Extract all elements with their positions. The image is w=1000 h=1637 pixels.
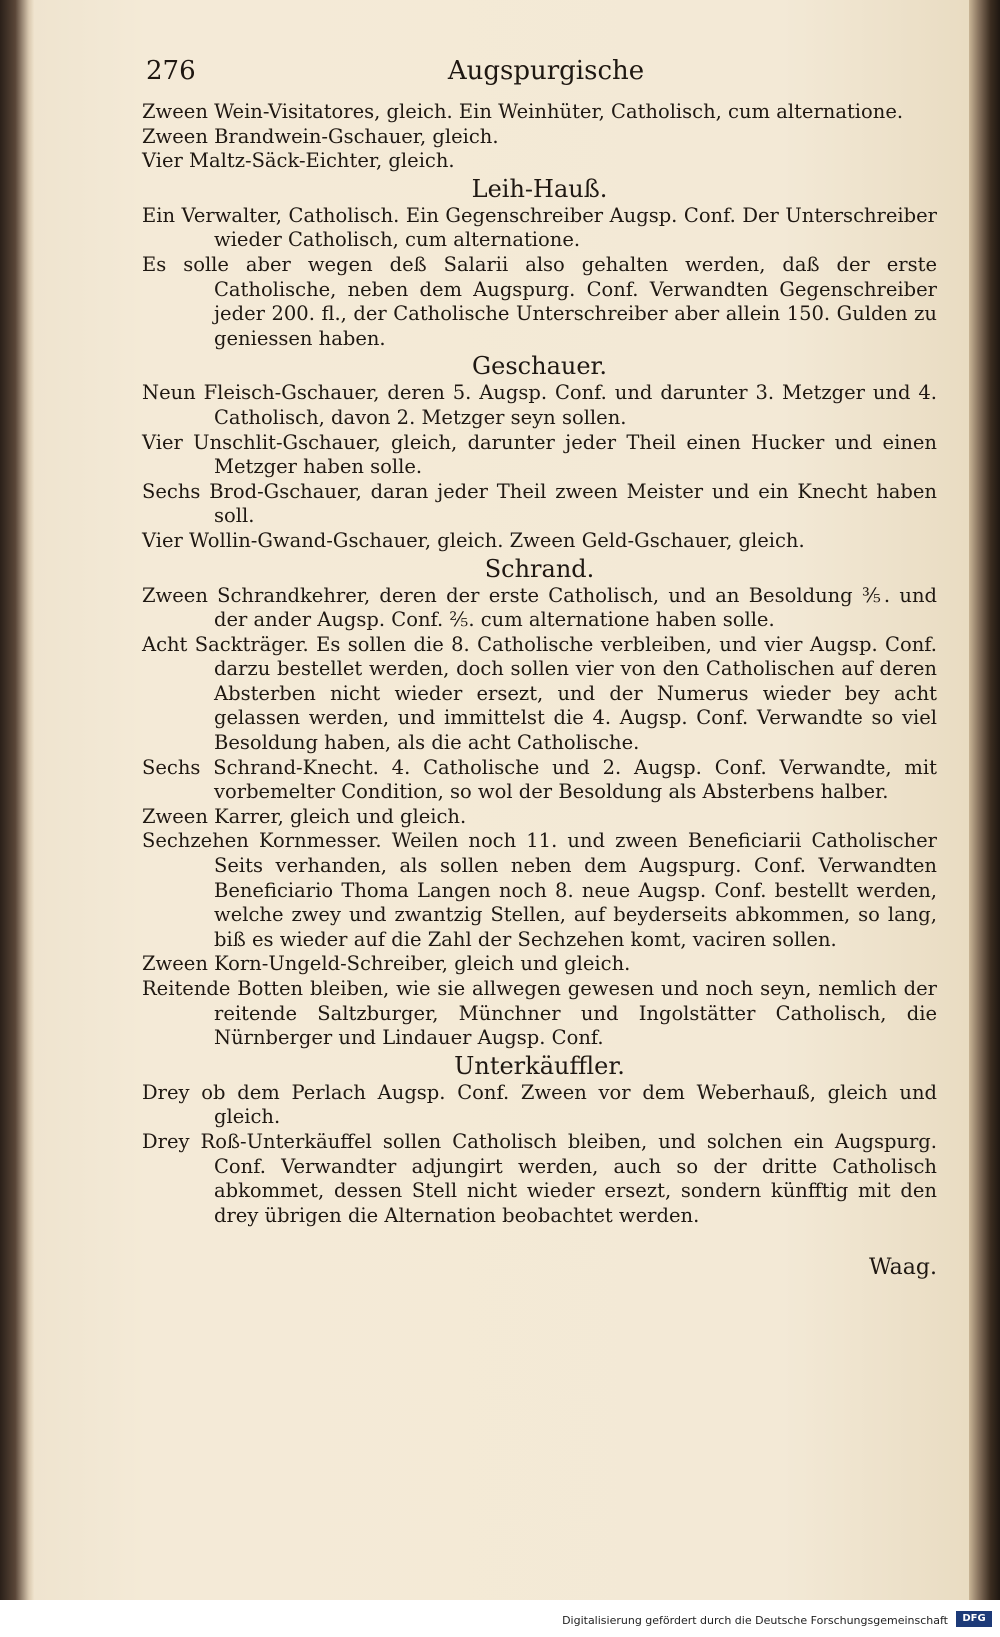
book-page: [34, 0, 969, 1600]
entry-kornmesser: Sechzehen Kornmesser. Weilen noch 11. und zween Beneficiarii Catholischer Seits verhanden, als sollen neben dem Augspurg. Conf. Verwandten Beneficiario Thoma Langen noch 8. neue Augsp. Conf. bestellt werden, welche zwey und zwantzig Stellen, auf beyderseits abkommen, so lang, biß es wieder auf die Zahl der Sechzehen komt, vaciren sollen.: [142, 829, 937, 951]
book-gutter-edge: [0, 0, 34, 1637]
footer-credit: Digitalisierung gefördert durch die Deutsche Forschungsgemeinschaft: [562, 1614, 948, 1627]
page-body: [142, 100, 937, 1281]
entry-unschlit-gschauer: Vier Unschlit-Gschauer, gleich, darunter jeder Theil einen Hucker und einen Metzger haben solle.: [142, 430, 937, 479]
heading-unterkaeuffler: Unterkäuffler.: [454, 1051, 625, 1080]
heading-schrand: Schrand.: [484, 554, 595, 583]
catchword: Waag.: [868, 1255, 937, 1281]
entry-korn-ungeld-schreiber: Zween Korn-Ungeld-Schreiber, gleich und gleich.: [142, 952, 631, 976]
entry-ross-unterkaeuffel: Drey Roß-Unterkäuffel sollen Catholisch bleiben, und solchen ein Augspurg. Conf. Verwandter adjungirt werden, auch so der dritte Catholisch abkommet, dessen Stell nicht wieder ersezt, sondern künfftig mit den drey übrigen die Alternation beobachtet werden.: [142, 1129, 937, 1227]
heading-geschauer: Geschauer.: [471, 352, 608, 381]
digitization-footer: [0, 1600, 1000, 1637]
entry-karrer: Zween Karrer, gleich und gleich.: [142, 804, 467, 828]
entry-brod-gschauer: Sechs Brod-Gschauer, daran jeder Theil zween Meister und ein Knecht haben soll.: [142, 479, 937, 528]
entry-reitende-botten: Reitende Botten bleiben, wie sie allwegen gewesen und noch seyn, nemlich der reitende Saltzburger, Münchner und Ingolstätter Catholisch, die Nürnberger und Lindauer Augsp. Conf.: [142, 977, 937, 1050]
entry-brandwein-gschauer: Zween Brandwein-Gschauer, gleich.: [142, 124, 499, 148]
page-header: [146, 56, 946, 96]
dfg-logo-icon: DFG: [956, 1611, 992, 1627]
entry-maltz-saeck-eichter: Vier Maltz-Säck-Eichter, gleich.: [142, 149, 455, 173]
running-title: Augspurgische: [447, 56, 645, 86]
entry-wein-visitatores: Zween Wein-Visitatores, gleich. Ein Weinhüter, Catholisch, cum alternatione.: [142, 100, 904, 123]
heading-leih-hauss: Leih-Hauß.: [471, 174, 608, 203]
page-number: 276: [146, 56, 196, 86]
entry-fleisch-gschauer: Neun Fleisch-Gschauer, deren 5. Augsp. Conf. und darunter 3. Metzger und 4. Catholisch, davon 2. Metzger seyn sollen.: [142, 381, 937, 429]
entry-schrandkehrer: Zween Schrandkehrer, deren der erste Catholisch, und an Besoldung ⅗. und der ander Augsp. Conf. ⅖. cum alternatione haben solle.: [142, 583, 937, 632]
entry-salarii: Es solle aber wegen deß Salarii also gehalten werden, daß der erste Catholische, neben dem Augspurg. Conf. Verwandten Gegenschreiber jeder 200. fl., der Catholische Unterschreiber aber allein 150. Gulden zu geniessen haben.: [142, 252, 937, 350]
entry-wollin-gwand-gschauer: Vier Wollin-Gwand-Gschauer, gleich. Zween Geld-Gschauer, gleich.: [142, 528, 805, 552]
entry-perlach: Drey ob dem Perlach Augsp. Conf. Zween vor dem Weberhauß, gleich und gleich.: [142, 1080, 937, 1129]
entry-verwalter: Ein Verwalter, Catholisch. Ein Gegenschreiber Augsp. Conf. Der Unterschreiber wieder Catholisch, cum alternatione.: [142, 203, 937, 252]
entry-sacktraeger: Acht Sackträger. Es sollen die 8. Catholische verbleiben, und vier Augsp. Conf. darzu bestellet werden, doch sollen vier von den Catholischen auf deren Absterben nicht wieder ersezt, und der Numerus wieder bey acht gelassen werden, und immittelst die 4. Augsp. Conf. Verwandte so viel Besoldung haben, als die acht Catholische.: [142, 632, 937, 755]
entry-schrand-knecht: Sechs Schrand-Knecht. 4. Catholische und 2. Augsp. Conf. Verwandte, mit vorbemelter Condition, so wol der Besoldung als Absterbens halber.: [142, 755, 937, 804]
book-fore-edge: [969, 0, 1000, 1637]
